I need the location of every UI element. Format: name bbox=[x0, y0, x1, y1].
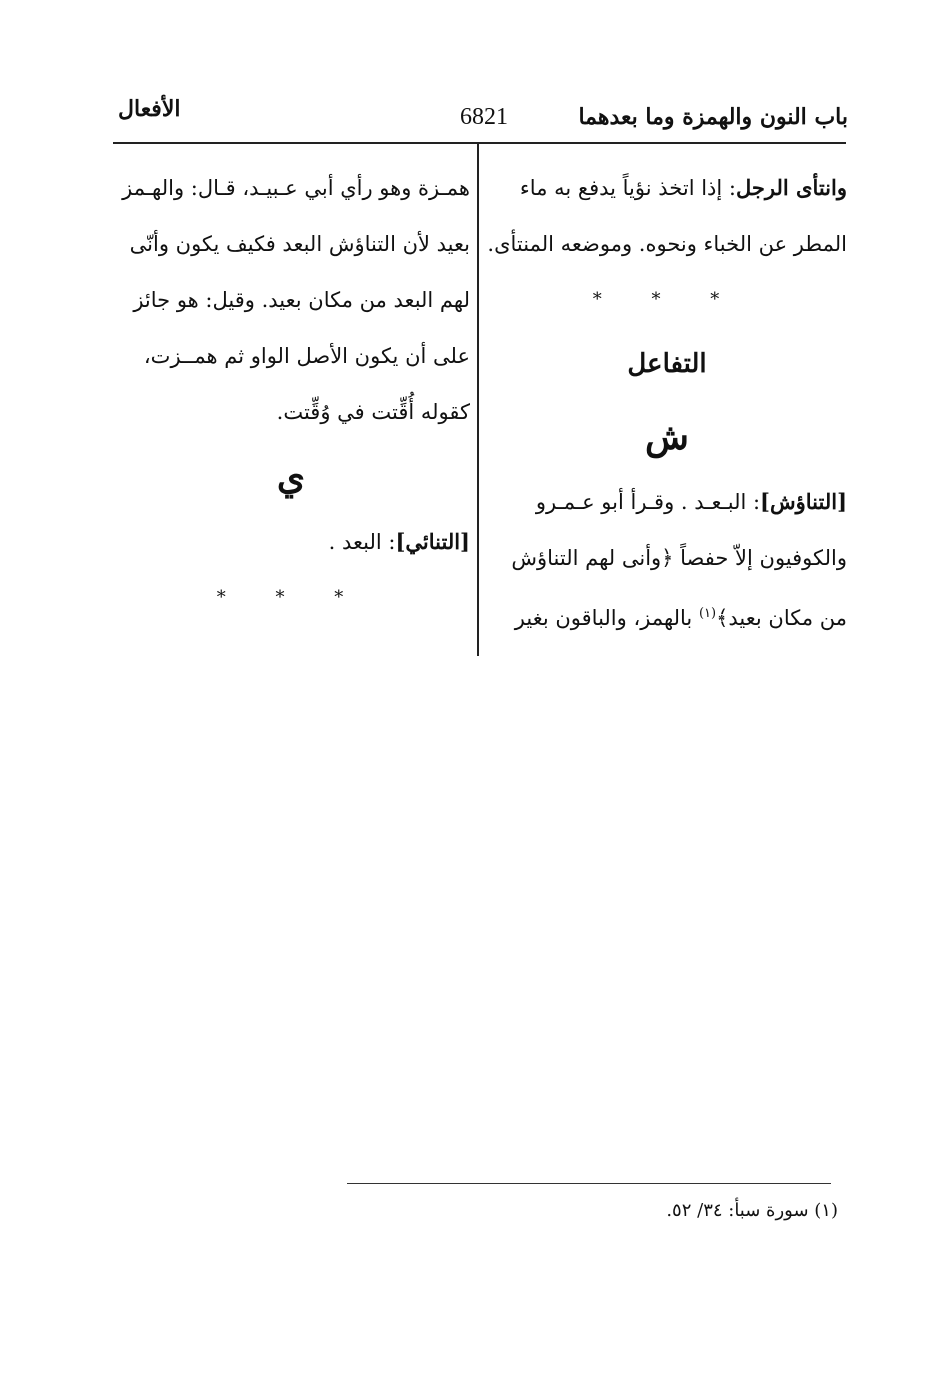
right-column bbox=[487, 160, 847, 642]
paragraph-line: على أن يكون الأصل الواو ثم همــزت، bbox=[143, 344, 470, 368]
paragraph-line: لهم البعد من مكان بعيد. وقيل: هو جائز bbox=[133, 288, 470, 312]
root-heading: ش bbox=[645, 416, 689, 458]
entry-text: : البعد . bbox=[328, 530, 396, 554]
paragraph-line: بعيد لأن التناؤش البعد فكيف يكون وأنّى bbox=[129, 232, 470, 256]
entry-text: بالهمز، والباقون بغير bbox=[514, 606, 699, 630]
header-rule bbox=[113, 142, 846, 144]
section-separator: * * * bbox=[216, 587, 366, 608]
paragraph-line bbox=[112, 514, 470, 570]
section-separator: * * * bbox=[592, 289, 742, 310]
paragraph-line: كقوله أُقِّتت في وُقِّتت. bbox=[276, 400, 470, 424]
quran-quote: من مكان بعيد﴾ bbox=[716, 606, 847, 630]
paragraph-line: همـزة وهو رأي أبي عـبيـد، قـال: والهـمز bbox=[122, 176, 470, 200]
paragraph-line bbox=[487, 160, 847, 216]
left-column bbox=[112, 160, 470, 626]
paragraph-line: والكوفيون إلاّ حفصاً ﴿وأنى لهم التناؤش bbox=[511, 546, 847, 570]
paragraph-line bbox=[487, 474, 847, 530]
entry-text: : إذا اتخذ نؤياً يدفع به ماء bbox=[519, 176, 736, 200]
entry-term: [التناؤش] bbox=[760, 489, 847, 514]
paragraph-line bbox=[487, 586, 847, 642]
footnote: (١) سورة سبأ: ٣٤/ ٥٢. bbox=[666, 1200, 838, 1221]
paragraph-line: المطر عن الخباء ونحوه. وموضعه المنتأى. bbox=[487, 232, 847, 256]
entry-term: [التنائي] bbox=[395, 529, 470, 554]
entry-term: وانتأى الرجل bbox=[735, 175, 847, 200]
section-title: الأفعال bbox=[118, 96, 181, 122]
column-divider bbox=[477, 143, 479, 656]
entry-text: : البـعـد . وقـرأ أبو عـمـرو bbox=[535, 490, 761, 514]
page-number: 6821 bbox=[460, 104, 508, 130]
section-heading: التفاعل bbox=[627, 349, 707, 379]
chapter-title: باب النون والهمزة وما بعدهما bbox=[578, 104, 848, 130]
root-heading: ي bbox=[276, 456, 306, 498]
footnote-rule bbox=[347, 1183, 831, 1184]
footnote-marker: (١) bbox=[698, 606, 717, 621]
